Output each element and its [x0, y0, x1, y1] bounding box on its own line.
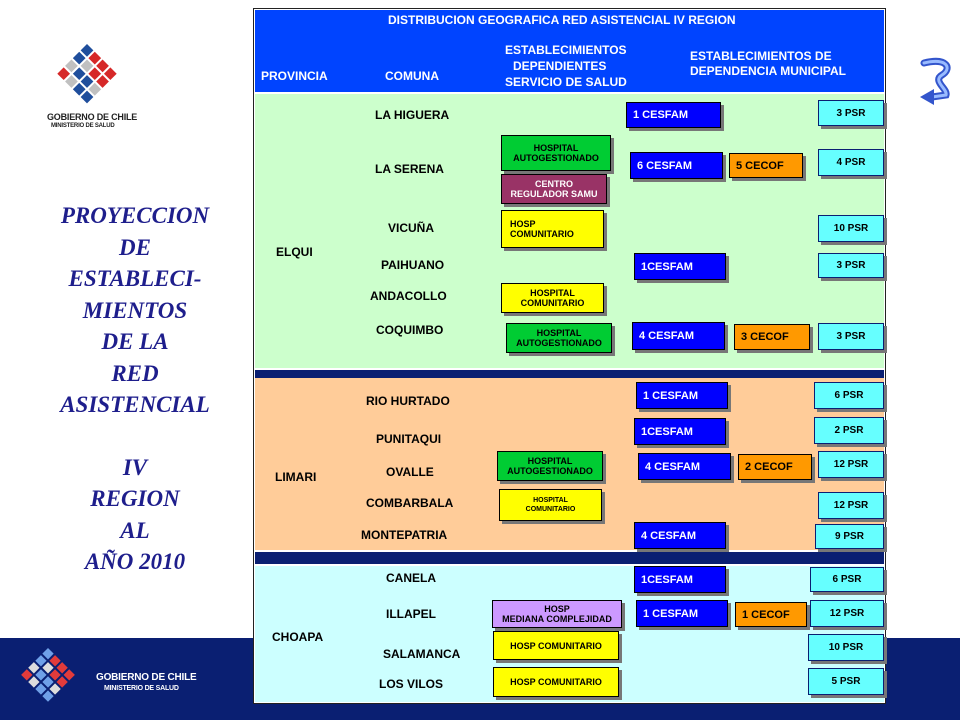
psr-la-serena: 4 PSR: [818, 149, 884, 176]
col-dependientes-3: SERVICIO DE SALUD: [505, 75, 627, 89]
comuna-coquimbo: COQUIMBO: [376, 323, 444, 337]
return-arrow-icon[interactable]: [918, 55, 954, 105]
side-title-line: ESTABLECI-: [68, 266, 202, 291]
ministry-name-footer: MINISTERIO DE SALUD: [104, 685, 179, 692]
psr-paihuano: 3 PSR: [818, 253, 884, 278]
comuna-combarbala: COMBARBALA: [366, 496, 454, 510]
hospital-label: COMUNITARIO: [510, 229, 574, 239]
hospital-vicuna: [501, 210, 604, 248]
psr-los-vilos: 5 PSR: [808, 668, 884, 695]
hospital-label: MEDIANA COMPLEJIDAD: [502, 614, 612, 624]
gobierno-logo-footer: [8, 648, 213, 708]
psr-ovalle: 12 PSR: [818, 451, 884, 478]
province-limari: LIMARI: [275, 470, 317, 484]
comuna-montepatria: MONTEPATRIA: [361, 528, 448, 542]
hospital-label: HOSP COMUNITARIO: [510, 640, 602, 651]
hospital-andacollo: [501, 283, 604, 313]
cecof-ovalle: 2 CECOF: [738, 454, 812, 480]
gov-name-footer: GOBIERNO DE CHILE: [96, 672, 197, 683]
psr-montepatria: 9 PSR: [815, 524, 884, 549]
hospital-label: HOSP: [544, 604, 570, 614]
cesfam-coquimbo: 4 CESFAM: [632, 322, 725, 350]
cecof-la-serena: 5 CECOF: [729, 153, 803, 178]
cesfam-rio-hurtado: 1 CESFAM: [636, 382, 728, 409]
col-provincia: PROVINCIA: [261, 69, 328, 83]
comuna-salamanca: SALAMANCA: [383, 647, 461, 661]
hospital-label: HOSP: [510, 219, 536, 229]
hospital-combarbala: [499, 489, 602, 521]
hospital-label: HOSPITAL: [530, 288, 575, 298]
col-dependientes-2: DEPENDIENTES: [513, 59, 607, 73]
hospital-salamanca: [493, 631, 619, 660]
cesfam-canela: 1CESFAM: [634, 566, 726, 593]
cesfam-punitaqui: 1CESFAM: [634, 418, 726, 445]
side-title-line: RED: [111, 360, 159, 386]
hospital-label: COMUNITARIO: [525, 506, 576, 513]
cecof-illapel: 1 CECOF: [735, 602, 807, 627]
side-title-line: PROYECCION: [60, 203, 210, 228]
cesfam-la-serena: 6 CESFAM: [630, 152, 723, 179]
col-comuna: COMUNA: [385, 69, 439, 83]
hospital-label: COMUNITARIO: [520, 298, 585, 308]
side-title-gap: [20, 421, 250, 452]
psr-combarbala: 12 PSR: [818, 492, 884, 519]
section-separator: [255, 370, 884, 378]
province-elqui: ELQUI: [276, 245, 313, 259]
cesfam-illapel: 1 CESFAM: [636, 600, 728, 627]
psr-canela: 6 PSR: [810, 567, 884, 592]
comuna-los-vilos: LOS VILOS: [379, 677, 444, 691]
hospital-coquimbo: [506, 323, 612, 353]
comuna-rio-hurtado: RIO HURTADO: [366, 394, 450, 408]
side-title-line: AÑO 2010: [84, 549, 186, 574]
hospital-illapel: [492, 600, 622, 628]
province-choapa: CHOAPA: [272, 630, 324, 644]
hospital-label: HOSPITAL: [527, 456, 573, 466]
psr-illapel: 12 PSR: [810, 600, 884, 627]
side-title-line: AL: [120, 517, 150, 543]
side-title-line: MIENTOS: [82, 297, 188, 323]
psr-rio-hurtado: 6 PSR: [814, 382, 884, 409]
gobierno-logo: [45, 42, 155, 137]
psr-coquimbo: 3 PSR: [818, 323, 884, 350]
cesfam-montepatria: 4 CESFAM: [634, 522, 726, 549]
side-title-line: DE: [119, 234, 151, 260]
comuna-illapel: ILLAPEL: [386, 607, 436, 621]
psr-la-higuera: 3 PSR: [818, 100, 884, 126]
cecof-coquimbo: 3 CECOF: [734, 324, 810, 350]
col-municipal-2: DEPENDENCIA MUNICIPAL: [690, 64, 847, 78]
table-title: DISTRIBUCION GEOGRAFICA RED ASISTENCIAL IV REGION: [388, 13, 736, 27]
psr-punitaqui: 2 PSR: [814, 417, 884, 444]
cesfam-la-higuera: 1 CESFAM: [626, 102, 721, 128]
hospital-label: HOSPITAL: [533, 143, 579, 153]
hospital-label: AUTOGESTIONADO: [513, 153, 599, 163]
hospital-la-serena: [501, 135, 611, 171]
hospital-label: HOSPITAL: [533, 497, 568, 504]
ministry-name: MINISTERIO DE SALUD: [51, 123, 115, 129]
hospital-los-vilos: [493, 667, 619, 697]
comuna-punitaqui: PUNITAQUI: [376, 432, 442, 446]
psr-vicuna: 10 PSR: [818, 215, 884, 242]
hospital-label: AUTOGESTIONADO: [516, 338, 602, 348]
comuna-ovalle: OVALLE: [386, 465, 434, 479]
centro-regulador-samu: [501, 174, 607, 204]
col-dependientes-1: ESTABLECIMIENTOS: [505, 43, 627, 57]
side-title-line: IV: [122, 454, 148, 480]
comuna-paihuano: PAIHUANO: [381, 258, 445, 272]
gobierno-emblem-footer-icon: [8, 648, 88, 708]
side-title-line: DE LA: [101, 329, 169, 354]
gov-name: GOBIERNO DE CHILE: [47, 112, 138, 122]
hospital-label: REGULADOR SAMU: [510, 189, 598, 199]
comuna-canela: CANELA: [386, 571, 436, 585]
side-title: [20, 200, 250, 578]
psr-salamanca: 10 PSR: [808, 634, 884, 661]
comuna-andacollo: ANDACOLLO: [370, 289, 447, 303]
cesfam-paihuano: 1CESFAM: [634, 253, 726, 280]
table-header: [255, 10, 884, 92]
hospital-label: HOSPITAL: [536, 328, 582, 338]
hospital-label: AUTOGESTIONADO: [507, 466, 593, 476]
hospital-ovalle: [497, 451, 603, 481]
side-title-line: REGION: [90, 486, 180, 511]
side-title-line: ASISTENCIAL: [60, 392, 210, 417]
section-separator: [255, 552, 884, 564]
comuna-la-higuera: LA HIGUERA: [375, 108, 450, 122]
comuna-vicuna: VICUÑA: [388, 221, 435, 235]
hospital-label: CENTRO: [535, 179, 573, 189]
cesfam-ovalle: 4 CESFAM: [638, 453, 731, 480]
hospital-label: HOSP COMUNITARIO: [510, 677, 602, 687]
comuna-la-serena: LA SERENA: [375, 162, 444, 176]
col-municipal-1: ESTABLECIMIENTOS DE: [690, 49, 832, 63]
